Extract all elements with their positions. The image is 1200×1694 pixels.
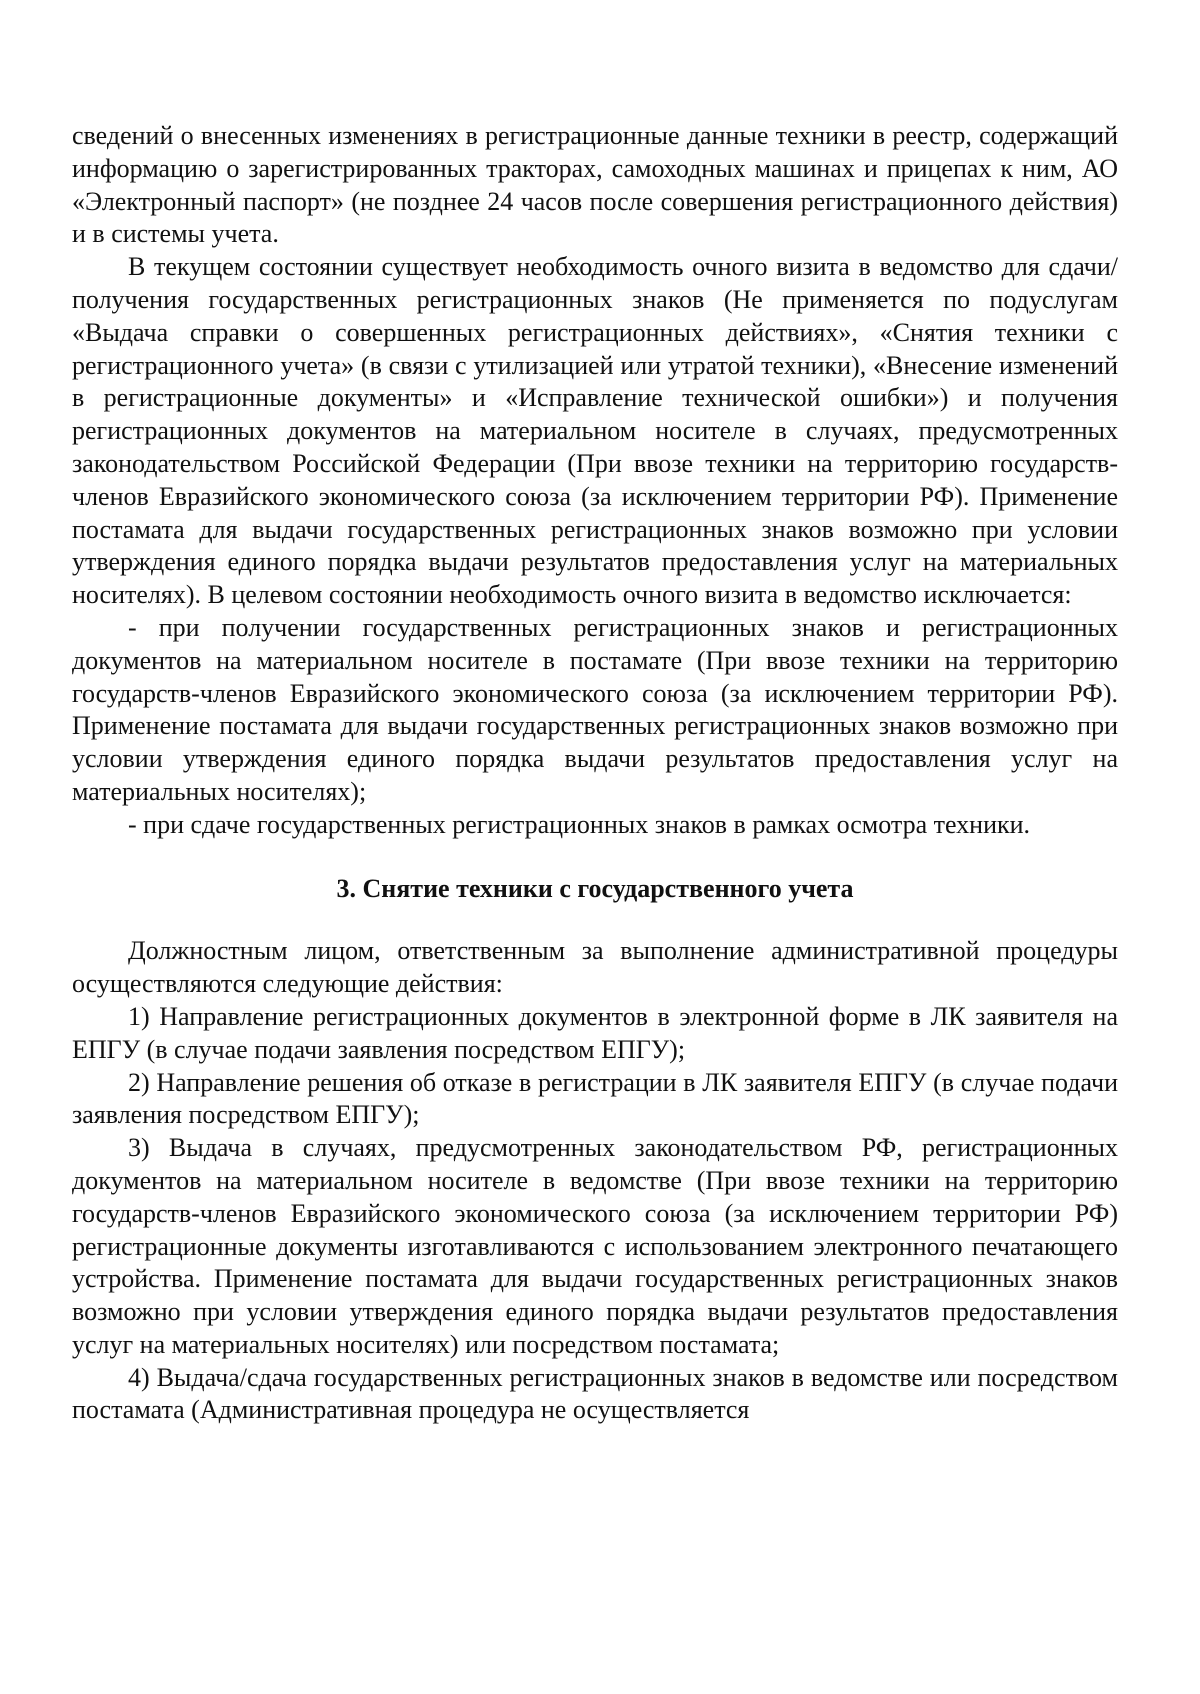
paragraph-top-3: - при получении государственных регистрационных знаков и регистрационных документов на материальном носителе в постамате (При ввозе техники на территорию государств-членов Евразийского экономического союза (за исключением территории РФ). Применение постамата для выдачи государственных регистрационных знаков возможно при условии утверждения единого порядка выдачи результатов предоставления услуг на материальных носителях); — [72, 612, 1118, 806]
section-heading: 3. Снятие техники с государственного учета — [336, 873, 854, 903]
paragraph-top-4: - при сдаче государственных регистрационных знаков в рамках осмотра техники. — [128, 809, 1031, 839]
paragraph-bottom-2: 1) Направление регистрационных документов в электронной форме в ЛК заявителя на ЕПГУ (в случае подачи заявления посредством ЕПГУ); — [72, 1001, 1118, 1064]
paragraph-top-2: В текущем состоянии существует необходимость очного визита в ведомство для сдачи/получения государственных регистрационных знаков (Не применяется по подуслугам «Выдача справки о совершенных регистрационных действиях», «Снятия техники с регистрационного учета» (в связи с утилизацией или утратой техники), «Внесение изменений в регистрационные документы» и «Исправление технической ошибки») и получения регистрационных документов на материальном носителе в случаях, предусмотренных законодательством Российской Федерации (При ввозе техники на территорию государств-членов Евразийского экономического союза (за исключением территории РФ). Применение постамата для выдачи государственных регистрационных знаков возможно при условии утверждения единого порядка выдачи результатов предоставления услуг на материальных носителях). В целевом состоянии необходимость очного визита в ведомство исключается: — [72, 252, 1118, 610]
paragraph-bottom-1: Должностным лицом, ответственным за выполнение административной процедуры осуществляются следующие действия: — [72, 936, 1118, 999]
paragraph-bottom-5: 4) Выдача/сдача государственных регистрационных знаков в ведомстве или посредством постамата (Административная процедура не осуществляется — [72, 1362, 1118, 1425]
paragraph-bottom-3: 2) Направление решения об отказе в регистрации в ЛК заявителя ЕПГУ (в случае подачи заявления посредством ЕПГУ); — [72, 1067, 1118, 1130]
paragraph-bottom-4: 3) Выдача в случаях, предусмотренных законодательством РФ, регистрационных документов на материальном носителе в ведомстве (При ввозе техники на территорию государств-членов Евразийского экономического союза (за исключением территории РФ) регистрационные документы изготавливаются с использованием электронного печатающего устройства. Применение постамата для выдачи государственных регистрационных знаков возможно при условии утверждения единого порядка выдачи результатов предоставления услуг на материальных носителях) или посредством постамата; — [72, 1133, 1118, 1359]
paragraph-top-1: сведений о внесенных изменениях в регистрационные данные техники в реестр, содержащий информацию о зарегистрированных тракторах, самоходных машинах и прицепах к ним, АО «Электронный паспорт» (не позднее 24 часов после совершения регистрационного действия) и в системы учета. — [72, 121, 1118, 249]
